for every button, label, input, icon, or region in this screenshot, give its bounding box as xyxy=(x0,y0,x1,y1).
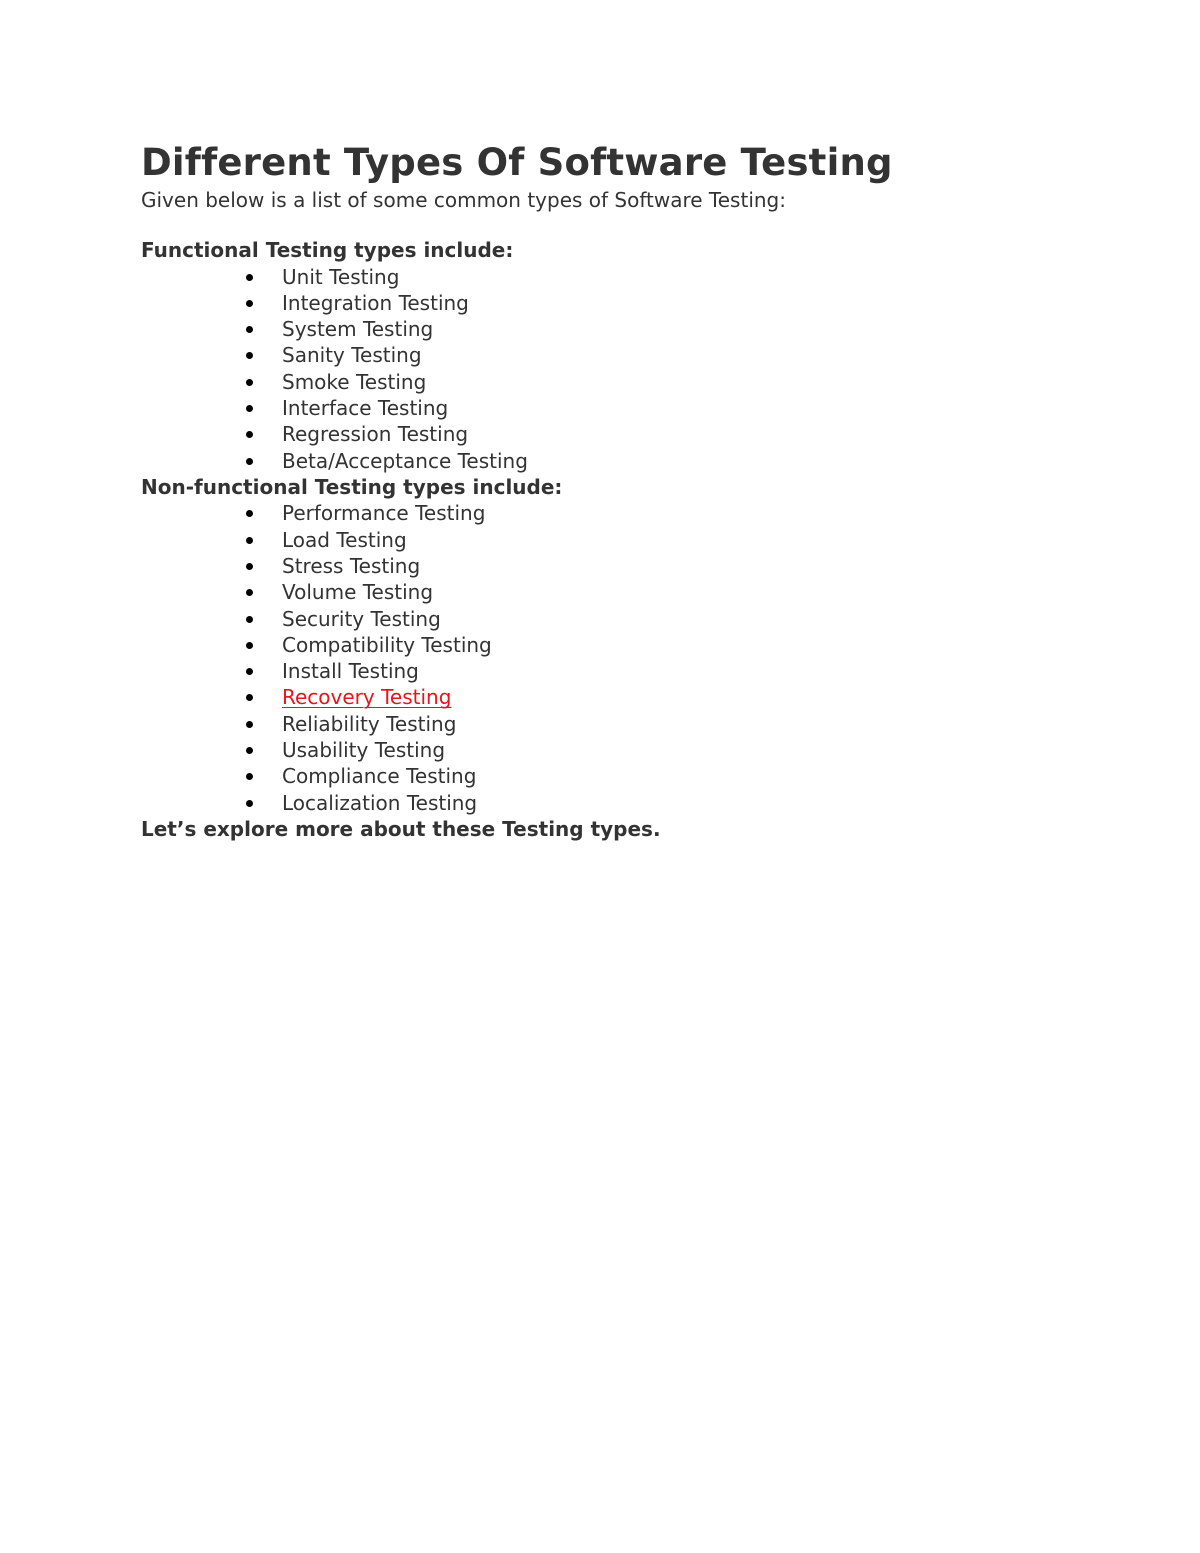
list-item xyxy=(141,790,1101,816)
bullet-icon xyxy=(246,458,253,465)
bullet-icon xyxy=(246,694,253,701)
list-item-label: Reliability Testing xyxy=(282,711,457,736)
bullet-icon xyxy=(246,773,253,780)
list-item[interactable] xyxy=(141,684,1101,710)
list-item-label: Stress Testing xyxy=(282,553,421,578)
list-item xyxy=(141,763,1101,789)
list-item xyxy=(141,448,1101,474)
closing-text: Let’s explore more about these Testing types. xyxy=(141,816,661,841)
list-item-label: Performance Testing xyxy=(282,501,486,526)
list-item xyxy=(141,369,1101,395)
bullet-icon xyxy=(246,352,253,359)
list-item-label: Volume Testing xyxy=(282,580,434,605)
list-item-label: System Testing xyxy=(282,317,434,342)
list-item xyxy=(141,290,1101,316)
bullet-icon xyxy=(246,431,253,438)
functional-heading: Functional Testing types include: xyxy=(141,238,514,262)
paragraph-spacer xyxy=(141,211,1101,237)
list-item xyxy=(141,421,1101,447)
intro-text: Given below is a list of some common types of Software Testing: xyxy=(141,188,786,212)
list-item xyxy=(141,632,1101,658)
list-item xyxy=(141,579,1101,605)
bullet-icon xyxy=(246,668,253,675)
list-item-label: Integration Testing xyxy=(282,290,469,315)
bullet-icon xyxy=(246,642,253,649)
bullet-icon xyxy=(246,510,253,517)
bullet-icon xyxy=(246,300,253,307)
bullet-icon xyxy=(246,274,253,281)
list-item xyxy=(141,316,1101,342)
document-content xyxy=(141,137,1101,842)
list-item xyxy=(141,395,1101,421)
list-item-label: Install Testing xyxy=(282,659,419,684)
list-item xyxy=(141,342,1101,368)
bullet-icon xyxy=(246,537,253,544)
list-item xyxy=(141,527,1101,553)
list-item-label: Interface Testing xyxy=(282,395,449,420)
list-item xyxy=(141,264,1101,290)
bullet-icon xyxy=(246,405,253,412)
list-item-label: Localization Testing xyxy=(282,790,478,815)
list-item xyxy=(141,737,1101,763)
list-item xyxy=(141,658,1101,684)
list-item-label: Security Testing xyxy=(282,606,441,631)
list-item-label: Load Testing xyxy=(282,527,407,552)
non-functional-heading: Non-functional Testing types include: xyxy=(141,474,563,499)
bullet-icon xyxy=(246,563,253,570)
list-item-label: Unit Testing xyxy=(282,264,400,289)
bullet-icon xyxy=(246,616,253,623)
bullet-icon xyxy=(246,379,253,386)
list-item xyxy=(141,553,1101,579)
list-item-label: Usability Testing xyxy=(282,738,446,763)
list-item-label: Beta/Acceptance Testing xyxy=(282,448,528,473)
list-item-label: Regression Testing xyxy=(282,422,469,447)
list-item-label: Compliance Testing xyxy=(282,764,477,789)
list-item-label: Sanity Testing xyxy=(282,343,422,368)
non-functional-list xyxy=(141,500,1101,816)
bullet-icon xyxy=(246,800,253,807)
list-item xyxy=(141,500,1101,526)
bullet-icon xyxy=(246,721,253,728)
bullet-icon xyxy=(246,747,253,754)
bullet-icon xyxy=(246,589,253,596)
list-item-label: Smoke Testing xyxy=(282,369,427,394)
page-title: Different Types Of Software Testing xyxy=(141,141,893,184)
list-item-label: Compatibility Testing xyxy=(282,632,492,657)
list-item xyxy=(141,711,1101,737)
bullet-icon xyxy=(246,326,253,333)
recovery-testing-link[interactable]: Recovery Testing xyxy=(282,685,452,710)
functional-list xyxy=(141,264,1101,474)
list-item xyxy=(141,606,1101,632)
